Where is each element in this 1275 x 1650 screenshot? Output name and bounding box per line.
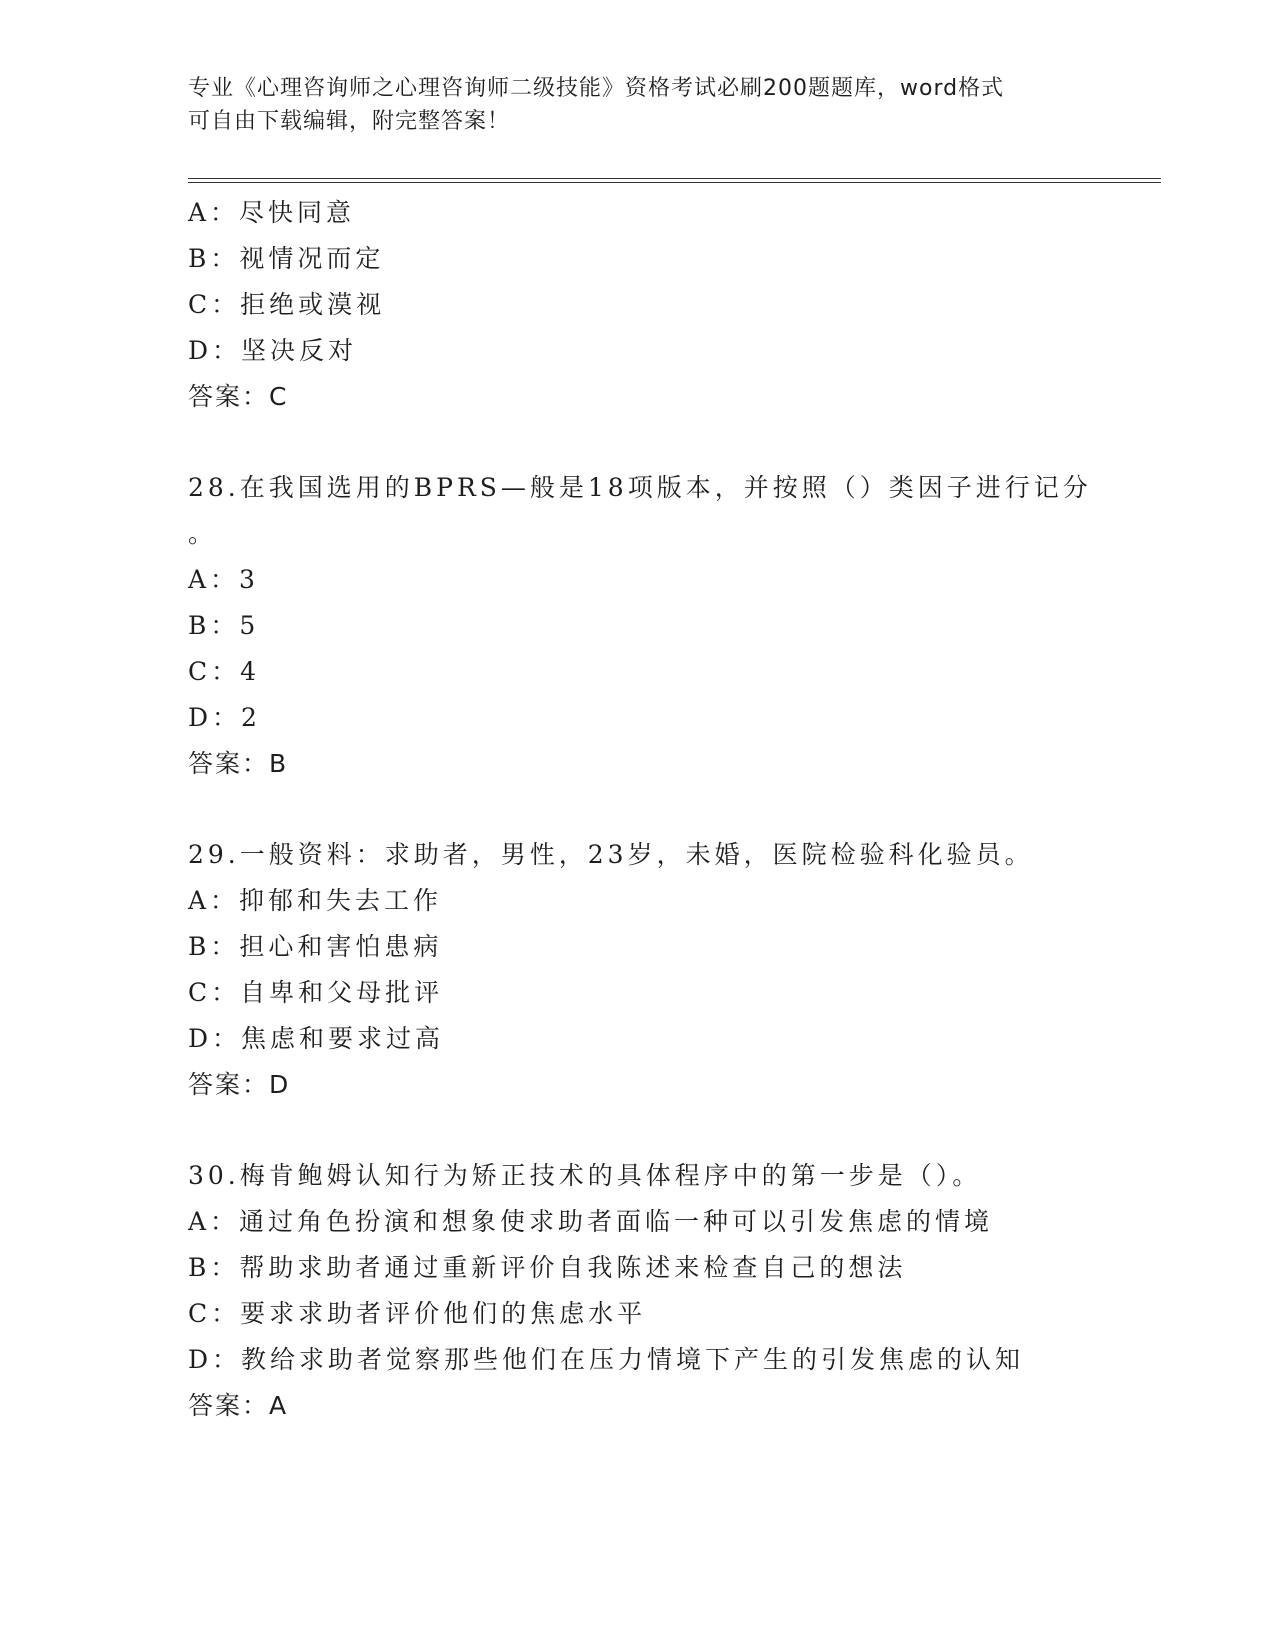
option-d: D：教给求助者觉察那些他们在压力情境下产生的引发焦虑的认知 [188,1345,1025,1374]
option-b: B：视情况而定 [188,244,385,273]
question-30 [188,1153,1108,1429]
question-stem: 30.梅肯鲍姆认知行为矫正技术的具体程序中的第一步是（）。 [188,1161,982,1190]
option-c: C：拒绝或漠视 [188,290,386,319]
option-a: A：尽快同意 [188,198,356,227]
answer: 答案：D [188,1070,291,1099]
answer: 答案：C [188,382,289,411]
spacer [188,420,1108,465]
question-stem: 28.在我国选用的BPRS—般是18项版本，并按照（）类因子进行记分 [188,473,1092,502]
header-divider [188,178,1161,183]
option-c: C：4 [188,657,261,686]
option-c: C：自卑和父母批评 [188,978,444,1007]
option-a: A：通过角色扮演和想象使求助者面临一种可以引发焦虑的情境 [188,1207,994,1236]
header-line-1: 专业《心理咨询师之心理咨询师二级技能》资格考试必刷200题题库，word格式 [188,76,1005,101]
option-b: B：帮助求助者通过重新评价自我陈述来检查自己的想法 [188,1253,907,1282]
spacer [188,787,1108,832]
question-stem-continued: 。 [188,519,214,548]
option-d: D：焦虑和要求过高 [188,1024,445,1053]
question-29 [188,832,1108,1108]
question-28 [188,465,1108,787]
option-a: A：抑郁和失去工作 [188,886,443,915]
spacer [188,1108,1108,1153]
answer: 答案：B [188,749,289,778]
document-header [188,72,1068,138]
question-27 [188,190,1108,420]
answer: 答案：A [188,1391,289,1420]
question-list [188,190,1108,1429]
header-line-2: 可自由下载编辑，附完整答案！ [188,109,511,134]
option-d: D：坚决反对 [188,336,358,365]
question-stem: 29.一般资料：求助者，男性，23岁，未婚，医院检验科化验员。 [188,840,1034,869]
option-d: D：2 [188,703,261,732]
option-b: B：担心和害怕患病 [188,932,443,961]
option-b: B：5 [188,611,260,640]
option-c: C：要求求助者评价他们的焦虑水平 [188,1299,647,1328]
option-a: A：3 [188,565,259,594]
